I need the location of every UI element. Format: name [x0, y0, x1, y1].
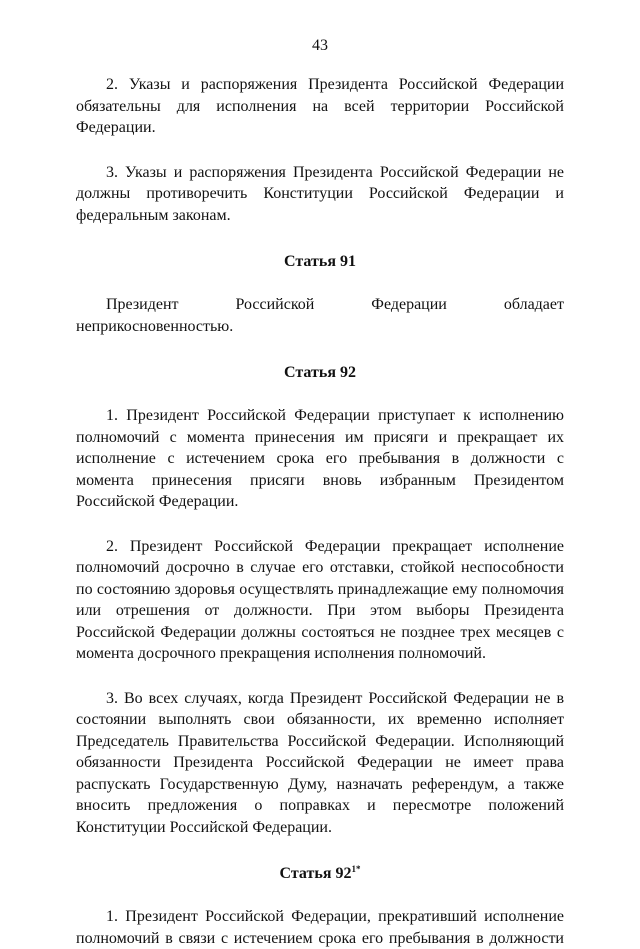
document-body	[76, 74, 564, 949]
heading-article-92: Статья 92	[284, 364, 356, 381]
paragraph-article92-item3: 3. Во всех случаях, когда Президент Российской Федерации не в состоянии выполнять свои обязанности, их временно исполняет Председатель Правительства Российской Федерации. Исполняющий обязанности Президента Российской Федерации не имеет права распускать Государственную Думу, назначать референдум, а также вносить предложения о поправках и пересмотре положений Конституции Российской Федерации.	[76, 689, 564, 836]
heading-spacer	[76, 884, 564, 906]
heading-spacer	[76, 337, 564, 362]
heading-spacer	[76, 272, 564, 294]
paragraph-article90-item3: 3. Указы и распоряжения Президента Российской Федерации не должны противоречить Конституции Российской Федерации и федеральным законам.	[76, 163, 564, 224]
paragraph-spacer	[76, 513, 564, 536]
heading-article-92-1	[76, 863, 564, 884]
paragraph-article90-item2: 2. Указы и распоряжения Президента Российской Федерации обязательны для исполнения на всей территории Российской Федерации.	[76, 76, 564, 136]
heading-spacer	[76, 226, 564, 251]
heading-article-92-1-text: Статья 92	[279, 865, 352, 882]
paragraph-spacer	[76, 665, 564, 688]
page-number: 43	[312, 37, 328, 54]
heading-spacer	[76, 838, 564, 863]
paragraph-spacer	[76, 139, 564, 162]
paragraph-article92-item1: 1. Президент Российской Федерации приступает к исполнению полномочий с момента принесения им присяги и прекращает их исполнение с истечением срока его пребывания в должности с момента принесения присяги вновь избранным Президентом Российской Федерации.	[76, 407, 564, 510]
heading-article-92-1-superscript: 1*	[351, 864, 361, 874]
paragraph-article92-1-item1: 1. Президент Российской Федерации, прекративший исполнение полномочий в связи с истечением срока его пребывания в должности	[76, 908, 564, 947]
heading-article-91: Статья 91	[284, 253, 356, 270]
paragraph-article92-item2: 2. Президент Российской Федерации прекращает исполнение полномочий досрочно в случае его отставки, стойкой неспособности по состоянию здоровья осуществлять принадлежащие ему полномочия или отрешения от должности. При этом выборы Президента Российской Федерации должны состояться не позднее трех месяцев с момента досрочного прекращения исполнения полномочий.	[76, 537, 564, 662]
paragraph-article91: Президент Российской Федерации обладает неприкосновенностью.	[76, 296, 564, 335]
heading-spacer	[76, 383, 564, 405]
